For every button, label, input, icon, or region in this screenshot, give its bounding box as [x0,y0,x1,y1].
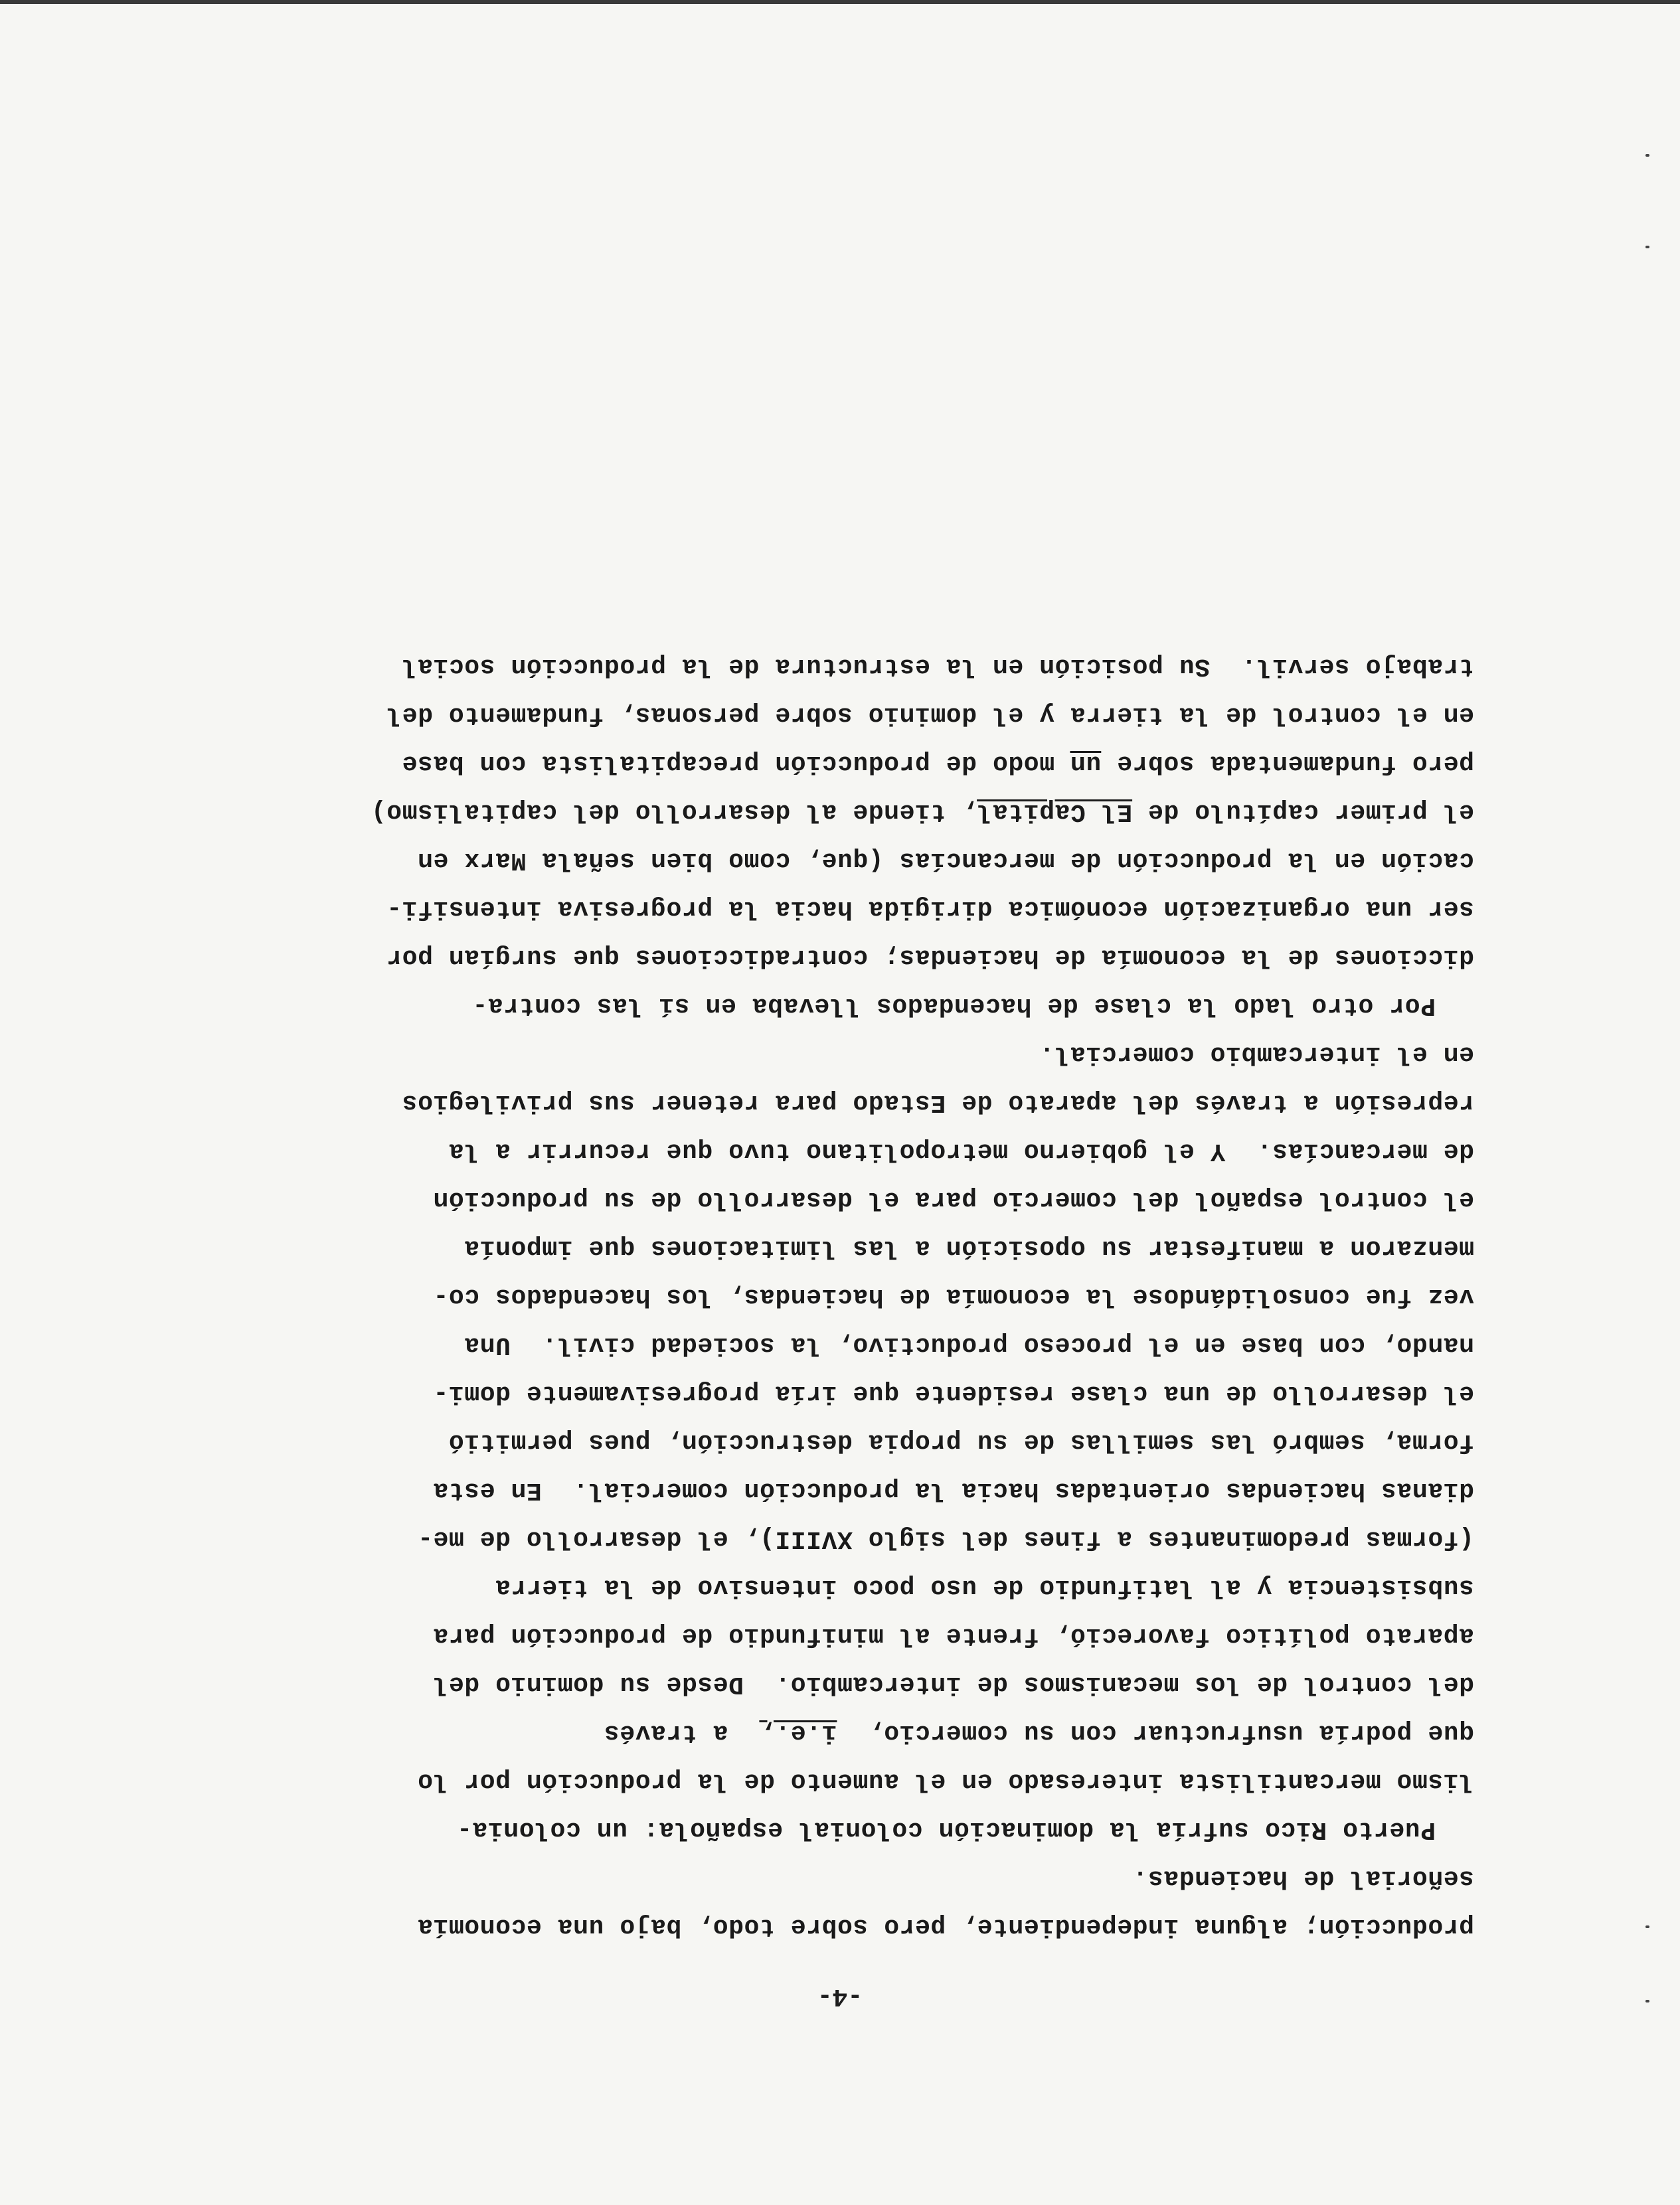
body-text [212,642,1474,1951]
text-line: el control español del comercio para el desarrollo de su producción [432,1185,1474,1214]
text-line: cación en la producción de mercancías (que, como bien señala Marx en [417,846,1474,874]
scan-speck [1645,1925,1649,1928]
text-line: señorial de haciendas. [1132,1864,1474,1892]
text-line: aparato político favoreció, frente al minifundio de producción para [432,1621,1474,1650]
text-line: dianas haciendas orientadas hacia la producción comercial. En esta [432,1476,1474,1505]
text-line: que podría usufructuar con su comercio, i.e., a través [604,1718,1474,1747]
underlined-title: El Capital [977,797,1133,826]
text-line: en el control de la tierra y el dominio sobre personas, fundamento del [386,700,1474,729]
text-line: dicciones de la economía de haciendas; contradicciones que surgían por [386,943,1474,971]
text-line: el desarrollo de una clase residente que iría progresivamente domi- [432,1379,1474,1408]
text-line: lismo mercantilista interesado en el aumento de la producción por lo [417,1767,1474,1795]
text-line: del control de los mecanismos de intercambio. Desde su dominio del [432,1670,1474,1698]
text-line: pero fundamentada sobre un modo de producción precapitalista con base [402,749,1474,777]
text-line: (formas predominantes a fines del siglo XVIII), el desarrollo de me- [417,1524,1474,1553]
scan-speck [1645,2000,1649,2002]
text-line: menzaron a manifestar su oposición a las limitaciones que imponía [463,1234,1474,1262]
text-line: vez fue consolidándose la economía de haciendas, los hacendados co- [432,1282,1474,1311]
text-line: trabajo servil. Su posición en la estructura de la producción social [402,652,1474,681]
underlined-term: i.e., [759,1718,837,1747]
text-line: de mercancías. Y el gobierno metropolitano tuvo que recurrir a la [448,1137,1474,1165]
text-line: nando, con base en el proceso productivo, la sociedad civil. Una [463,1331,1474,1359]
text-line: subsistencia y al latifundio de uso poco intensivo de la tierra [495,1573,1474,1601]
paragraph-start-line: Por otro lado la clase de hacendados llevaba en sí las contra- [471,991,1436,1020]
text-line: producción; alguna independiente, pero sobre todo, bajo una economía [417,1912,1474,1941]
text-line: forma, sembró las semillas de su propia destrucción, pues permitió [448,1428,1474,1456]
scan-speck [1645,154,1649,157]
text-line: ser una organización económica dirigida hacia la progresiva intensifi- [386,894,1474,923]
text-line: en el intercambio comercial. [1039,1040,1474,1068]
text-line: el primer capítulo de El Capital, tiende al desarrollo del capitalismo) [371,797,1474,826]
page-number: -4- [817,1982,863,2010]
scan-speck [1645,246,1649,248]
text-line: represión a través del aparato de Estado para retener sus privilegios [402,1088,1474,1117]
paragraph-start-line: Puerto Rico sufría la dominación colonial española: un colonia- [456,1815,1436,1844]
underlined-word: un [1070,749,1102,777]
